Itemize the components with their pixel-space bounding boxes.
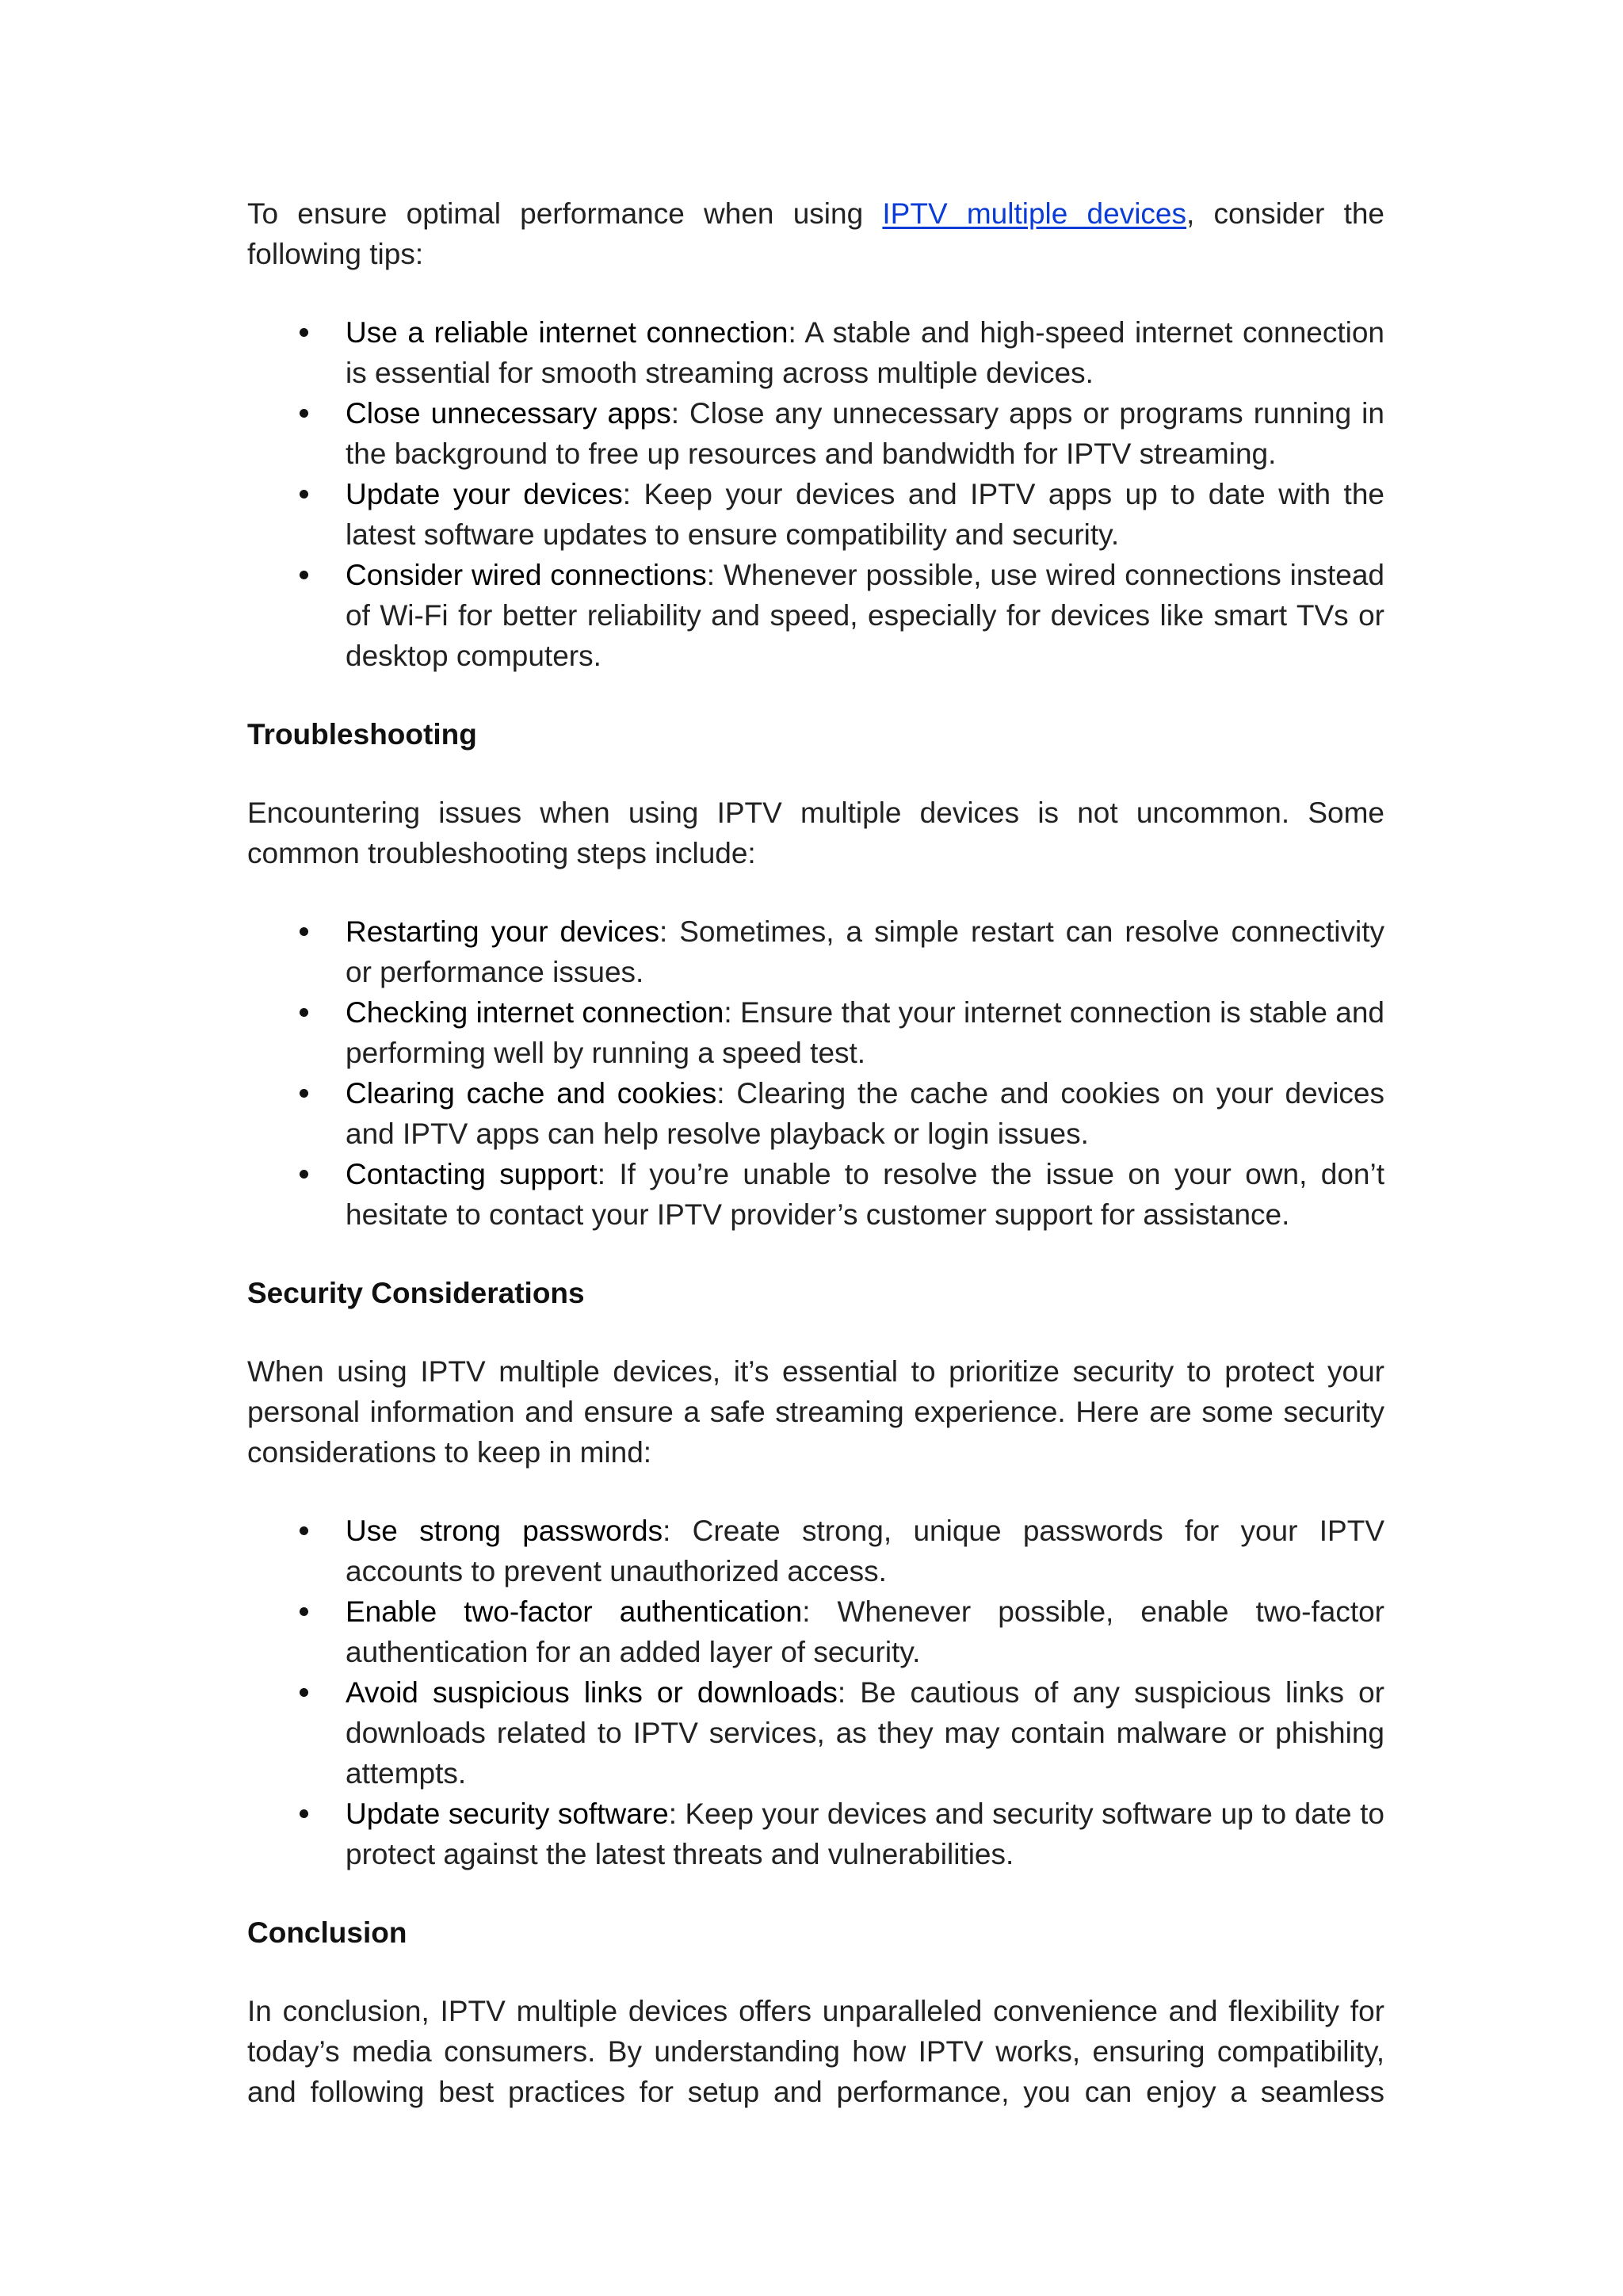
list-item-text: : Be cautious of any suspicious links or downloads related to IPTV services, as they may contain malware or phishing attempts. xyxy=(346,1676,1384,1790)
bullet-icon xyxy=(300,1607,308,1616)
list-item-text: : Create strong, unique passwords for your IPTV accounts to prevent unauthorized access. xyxy=(346,1515,1384,1587)
bullet-icon xyxy=(300,490,308,499)
list-item-text: : Ensure that your internet connection is stable and performing well by running a speed test. xyxy=(346,996,1384,1069)
conclusion-heading: Conclusion xyxy=(247,1916,407,1949)
security-heading: Security Considerations xyxy=(247,1277,585,1309)
list-item-term: Clearing cache and cookies xyxy=(346,1077,717,1110)
list-item-term: Avoid suspicious links or downloads xyxy=(346,1676,838,1709)
bullet-icon xyxy=(300,1526,308,1535)
list-item-term: Contacting support xyxy=(346,1158,598,1190)
list-item-text: : If you’re unable to resolve the issue on your own, don’t hesitate to contact your IPTV provider’s customer support for assistance. xyxy=(346,1158,1384,1231)
list-item xyxy=(247,555,1384,676)
list-item xyxy=(247,992,1384,1073)
bullet-icon xyxy=(300,1089,308,1098)
list-item xyxy=(247,474,1384,555)
document-page xyxy=(247,193,1384,2112)
intro-paragraph xyxy=(247,193,1384,274)
list-item xyxy=(247,312,1384,393)
list-item xyxy=(247,1672,1384,1794)
list-item xyxy=(247,1591,1384,1672)
bullet-icon xyxy=(300,1809,308,1818)
list-item-term: Close unnecessary apps xyxy=(346,397,671,430)
list-item-text: : Clearing the cache and cookies on your devices and IPTV apps can help resolve playback or login issues. xyxy=(346,1077,1384,1150)
list-item-text: : Close any unnecessary apps or programs running in the background to free up resources and bandwidth for IPTV streaming. xyxy=(346,397,1384,470)
troubleshooting-list xyxy=(247,911,1384,1235)
list-item-term: Consider wired connections xyxy=(346,559,707,591)
list-item xyxy=(247,1154,1384,1235)
tips-list xyxy=(247,312,1384,676)
troubleshooting-heading: Troubleshooting xyxy=(247,718,477,751)
list-item xyxy=(247,393,1384,474)
bullet-icon xyxy=(300,328,308,337)
bullet-icon xyxy=(300,409,308,418)
list-item-text: : Whenever possible, enable two-factor authentication for an added layer of security. xyxy=(346,1595,1384,1668)
security-intro: When using IPTV multiple devices, it’s essential to prioritize security to protect your personal information and ensure a safe streaming experience. Here are some security considerations to keep in mind: xyxy=(247,1355,1384,1469)
conclusion-paragraph: In conclusion, IPTV multiple devices offers unparalleled convenience and flexibility for today’s media consumers. By understanding how IPTV works, ensuring compatibility, and following best practices for setup and performance, you can enjoy a seamless xyxy=(247,1995,1384,2108)
list-item-text: : Keep your devices and IPTV apps up to date with the latest software updates to ensure compatibility and security. xyxy=(346,478,1384,551)
troubleshooting-intro: Encountering issues when using IPTV multiple devices is not uncommon. Some common troubleshooting steps include: xyxy=(247,797,1384,869)
bullet-icon xyxy=(300,927,308,936)
bullet-icon xyxy=(300,1688,308,1697)
list-item xyxy=(247,1794,1384,1874)
bullet-icon xyxy=(300,571,308,579)
list-item-text: : Whenever possible, use wired connections instead of Wi-Fi for better reliability and speed, especially for devices like smart TVs or desktop computers. xyxy=(346,559,1384,672)
iptv-multiple-devices-link[interactable]: IPTV multiple devices xyxy=(882,197,1187,230)
list-item-term: Enable two-factor authentication xyxy=(346,1595,803,1628)
intro-after-link: , consider the following tips: xyxy=(247,197,1385,270)
list-item-text: : A stable and high-speed internet connection is essential for smooth streaming across multiple devices. xyxy=(346,316,1385,389)
list-item-term: Checking internet connection xyxy=(346,996,724,1029)
list-item xyxy=(247,911,1384,992)
list-item-term: Restarting your devices xyxy=(346,915,659,948)
intro-before-link: To ensure optimal performance when using xyxy=(247,197,883,230)
bullet-icon xyxy=(300,1170,308,1179)
list-item-text: : Sometimes, a simple restart can resolve connectivity or performance issues. xyxy=(346,915,1384,988)
security-list xyxy=(247,1511,1384,1874)
list-item-term: Update security software xyxy=(346,1797,669,1830)
list-item-term: Use strong passwords xyxy=(346,1515,663,1547)
list-item xyxy=(247,1511,1384,1591)
list-item-text: : Keep your devices and security software up to date to protect against the latest threats and vulnerabilities. xyxy=(346,1797,1384,1870)
list-item xyxy=(247,1073,1384,1154)
list-item-term: Update your devices xyxy=(346,478,623,510)
list-item-term: Use a reliable internet connection xyxy=(346,316,789,349)
bullet-icon xyxy=(300,1008,308,1017)
